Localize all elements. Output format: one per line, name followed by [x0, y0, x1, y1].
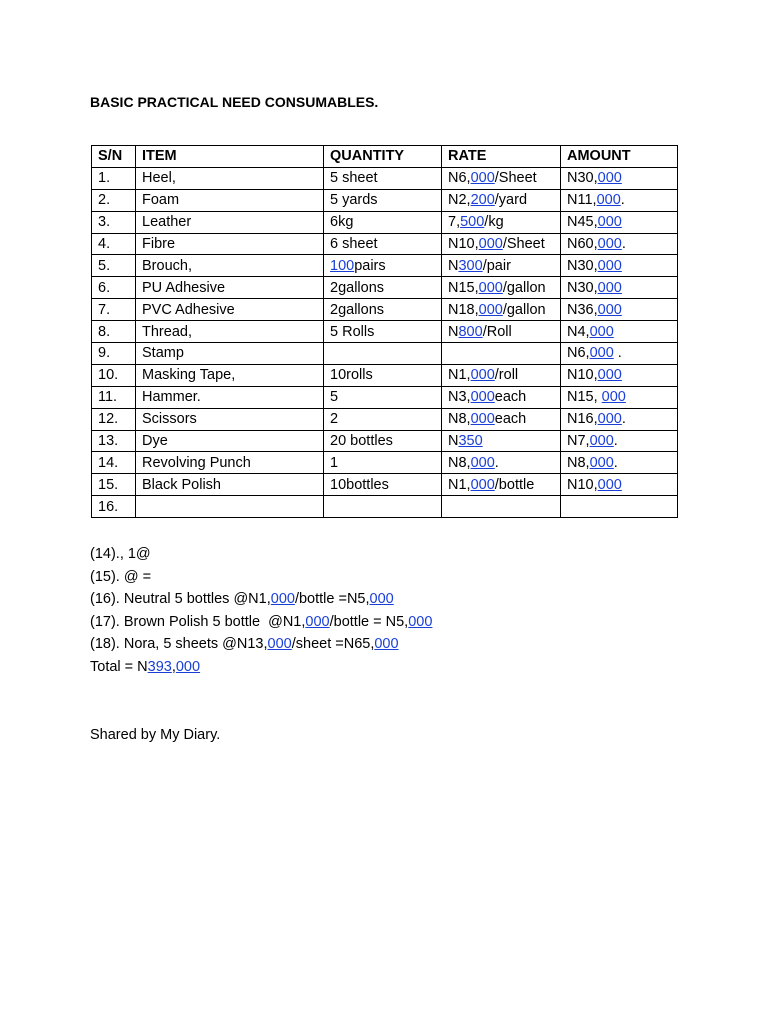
cell-text: Foam	[142, 192, 180, 209]
cell-text: /sheet =N65,	[291, 636, 375, 653]
note-line	[90, 566, 432, 589]
cell-item	[136, 364, 324, 386]
cell-rate	[442, 452, 561, 474]
table-row	[92, 386, 678, 408]
cell-amount	[561, 408, 678, 430]
cell-text: /bottle = N5,	[329, 613, 409, 630]
cell-quantity	[324, 211, 442, 233]
cell-sn	[92, 430, 136, 452]
cell-item	[136, 167, 324, 189]
number-link[interactable]: 100	[330, 257, 355, 274]
cell-text: N3,	[448, 389, 471, 406]
cell-text: Fibre	[142, 236, 176, 252]
number-link[interactable]: 000	[589, 433, 614, 450]
header-sn: S/N	[92, 146, 136, 168]
cell-quantity	[324, 255, 442, 277]
cell-rate	[442, 299, 561, 321]
cell-text: Black Polish	[142, 476, 221, 493]
number-link[interactable]: 500	[460, 214, 485, 231]
number-link[interactable]: 200	[470, 192, 495, 209]
cell-text: pairs	[354, 257, 386, 274]
cell-text: 6 sheet	[330, 236, 378, 252]
cell-quantity	[324, 189, 442, 211]
cell-item	[136, 496, 324, 518]
cell-sn	[92, 386, 136, 408]
cell-quantity	[324, 233, 442, 255]
number-link[interactable]: 000	[470, 454, 495, 471]
cell-sn	[92, 189, 136, 211]
cell-text: N8,	[448, 454, 471, 471]
number-link[interactable]: 000	[478, 236, 503, 252]
cell-sn	[92, 474, 136, 496]
cell-item	[136, 430, 324, 452]
cell-text: N4,	[567, 323, 590, 340]
cell-amount	[561, 189, 678, 211]
cell-text: /bottle	[494, 476, 535, 493]
cell-quantity	[324, 452, 442, 474]
cell-text: /bottle =N5,	[294, 591, 370, 608]
cell-text: 10bottles	[330, 476, 389, 493]
cell-text: Stamp	[142, 345, 184, 362]
cell-text: /kg	[484, 214, 504, 231]
note-line	[90, 611, 432, 634]
cell-quantity	[324, 343, 442, 365]
cell-text: Scissors	[142, 411, 197, 428]
table-row	[92, 167, 678, 189]
cell-rate	[442, 321, 561, 343]
cell-quantity	[324, 277, 442, 299]
cell-sn	[92, 452, 136, 474]
cell-rate	[442, 386, 561, 408]
cell-sn	[92, 233, 136, 255]
cell-text: Leather	[142, 214, 192, 231]
cell-text: .	[613, 454, 618, 471]
table-row	[92, 189, 678, 211]
number-link[interactable]: 000	[478, 279, 503, 296]
cell-rate	[442, 408, 561, 430]
header-rate: RATE	[442, 146, 561, 168]
number-link[interactable]: 000	[589, 323, 614, 340]
number-link[interactable]: 000	[597, 236, 622, 252]
cell-text: N8,	[567, 454, 590, 471]
cell-item	[136, 189, 324, 211]
cell-text: PVC Adhesive	[142, 301, 235, 318]
number-link[interactable]: 000	[470, 476, 495, 493]
cell-text: N30,	[567, 170, 598, 187]
number-link[interactable]: 000	[175, 658, 201, 675]
cell-item	[136, 474, 324, 496]
number-link[interactable]: 000	[601, 389, 626, 406]
cell-item	[136, 233, 324, 255]
document-title: BASIC PRACTICAL NEED CONSUMABLES.	[90, 94, 379, 110]
cell-text: N45,	[567, 214, 598, 231]
cell-text: 5 sheet	[330, 170, 378, 187]
cell-rate	[442, 167, 561, 189]
cell-text: /Sheet	[494, 170, 537, 187]
cell-text: 9.	[98, 345, 111, 362]
cell-sn	[92, 167, 136, 189]
cell-text: (14)., 1@	[90, 546, 151, 562]
cell-item	[136, 211, 324, 233]
cell-text: N	[448, 323, 459, 340]
cell-sn	[92, 321, 136, 343]
table-row	[92, 299, 678, 321]
cell-rate	[442, 364, 561, 386]
cell-sn	[92, 277, 136, 299]
number-link[interactable]: 000	[597, 170, 622, 187]
cell-text: .	[494, 454, 499, 471]
cell-amount	[561, 167, 678, 189]
table-row	[92, 452, 678, 474]
cell-text: N30,	[567, 279, 598, 296]
cell-text: 5	[330, 389, 339, 406]
table-row	[92, 430, 678, 452]
cell-text: Total = N	[90, 658, 148, 675]
number-link[interactable]: 000	[305, 613, 330, 630]
cell-text: 14.	[98, 454, 119, 471]
table-body	[92, 167, 678, 517]
cell-text: 6kg	[330, 214, 354, 231]
cell-amount	[561, 474, 678, 496]
number-link[interactable]: 000	[470, 170, 495, 187]
cell-text: Hammer.	[142, 389, 201, 406]
cell-text: N16,	[567, 411, 598, 428]
cell-text: Revolving Punch	[142, 454, 251, 471]
number-link[interactable]: 000	[596, 192, 621, 209]
cell-amount	[561, 321, 678, 343]
cell-quantity	[324, 167, 442, 189]
table-row	[92, 321, 678, 343]
table-row	[92, 255, 678, 277]
number-link[interactable]: 000	[589, 345, 614, 362]
cell-amount	[561, 233, 678, 255]
cell-text: each	[494, 389, 527, 406]
cell-sn	[92, 299, 136, 321]
cell-text: (16). Neutral 5 bottles @N1,	[90, 591, 271, 608]
cell-item	[136, 277, 324, 299]
cell-item	[136, 255, 324, 277]
cell-text: N8,	[448, 411, 471, 428]
cell-text: (18). Nora, 5 sheets @N13,	[90, 636, 268, 653]
number-link[interactable]: 000	[369, 591, 394, 608]
cell-text: N30,	[567, 257, 598, 274]
cell-text: 10.	[98, 367, 119, 384]
cell-quantity	[324, 496, 442, 518]
cell-text: Brouch,	[142, 257, 192, 274]
number-link[interactable]: 000	[597, 279, 622, 296]
cell-amount	[561, 386, 678, 408]
cell-quantity	[324, 299, 442, 321]
note-line	[90, 633, 432, 656]
cell-amount	[561, 277, 678, 299]
number-link[interactable]: 000	[597, 367, 622, 384]
note-line	[90, 656, 432, 679]
cell-text: 13.	[98, 433, 119, 450]
cell-text: Heel,	[142, 170, 176, 187]
cell-text: 6.	[98, 279, 111, 296]
cell-text: 2.	[98, 192, 111, 209]
cell-item	[136, 343, 324, 365]
number-link[interactable]: 000	[470, 411, 495, 428]
cell-text: /Sheet	[502, 236, 545, 252]
cell-rate	[442, 277, 561, 299]
cell-amount	[561, 211, 678, 233]
cell-rate	[442, 496, 561, 518]
cell-text: 10rolls	[330, 367, 373, 384]
cell-text: /roll	[494, 367, 519, 384]
cell-item	[136, 408, 324, 430]
header-amount: AMOUNT	[561, 146, 678, 168]
cell-text: ,	[171, 658, 176, 675]
table-row	[92, 364, 678, 386]
cell-text: /Roll	[482, 323, 512, 340]
cell-text: .	[613, 433, 618, 450]
number-link[interactable]: 000	[589, 454, 614, 471]
cell-text: 2gallons	[330, 301, 385, 318]
cell-text: N10,	[567, 476, 598, 493]
cell-quantity	[324, 408, 442, 430]
cell-text: N	[448, 433, 459, 450]
number-link[interactable]: 800	[458, 323, 483, 340]
cell-amount	[561, 430, 678, 452]
cell-rate	[442, 189, 561, 211]
cell-amount	[561, 255, 678, 277]
cell-text: Masking Tape,	[142, 367, 236, 384]
cell-text: N60,	[567, 236, 598, 252]
cell-quantity	[324, 430, 442, 452]
cell-text: 1	[330, 454, 339, 471]
cell-text: 7.	[98, 301, 111, 318]
cell-text: 5.	[98, 257, 111, 274]
cell-rate	[442, 211, 561, 233]
cell-text: N11,	[567, 192, 597, 209]
number-link[interactable]: 350	[458, 433, 483, 450]
notes-section	[90, 543, 432, 679]
cell-text: N36,	[567, 301, 598, 318]
cell-text: 2gallons	[330, 279, 385, 296]
cell-text: N10,	[567, 367, 598, 384]
cell-text: 7,	[448, 214, 461, 231]
cell-text: 4.	[98, 236, 111, 252]
cell-text: PU Adhesive	[142, 279, 226, 296]
cell-text: 1.	[98, 170, 111, 187]
cell-item	[136, 321, 324, 343]
number-link[interactable]: 000	[597, 411, 622, 428]
number-link[interactable]: 000	[597, 301, 622, 318]
cell-text: /pair	[482, 257, 511, 274]
cell-text: N1,	[448, 476, 471, 493]
cell-rate	[442, 233, 561, 255]
cell-text: /gallon	[502, 279, 546, 296]
cell-sn	[92, 364, 136, 386]
number-link[interactable]: 000	[597, 476, 622, 493]
cell-text: each	[494, 411, 527, 428]
cell-text: .	[621, 236, 626, 252]
cell-amount	[561, 496, 678, 518]
number-link[interactable]: 000	[470, 367, 495, 384]
number-link[interactable]: 000	[374, 636, 399, 653]
cell-item	[136, 452, 324, 474]
cell-quantity	[324, 364, 442, 386]
table-row	[92, 474, 678, 496]
cell-rate	[442, 255, 561, 277]
cell-text: 20 bottles	[330, 433, 393, 450]
cell-sn	[92, 343, 136, 365]
cell-quantity	[324, 386, 442, 408]
cell-amount	[561, 452, 678, 474]
table-row	[92, 277, 678, 299]
cell-text: /gallon	[502, 301, 546, 318]
cell-text: .	[621, 411, 626, 428]
table-row	[92, 343, 678, 365]
cell-quantity	[324, 474, 442, 496]
cell-text: Dye	[142, 433, 168, 450]
footer-credit: Shared by My Diary.	[90, 727, 221, 743]
cell-text: N2,	[448, 192, 471, 209]
cell-text: N	[448, 257, 459, 274]
cell-text: (17). Brown Polish 5 bottle @N1,	[90, 613, 306, 630]
cell-text: (15). @ =	[90, 568, 152, 585]
cell-item	[136, 299, 324, 321]
note-line	[90, 588, 432, 611]
table-row	[92, 233, 678, 255]
number-link[interactable]: 000	[597, 257, 622, 274]
number-link[interactable]: 393	[147, 658, 172, 675]
cell-text: 15.	[98, 476, 119, 493]
cell-amount	[561, 299, 678, 321]
number-link[interactable]: 000	[470, 389, 495, 406]
cell-text: N6,	[567, 345, 590, 362]
number-link[interactable]: 000	[478, 301, 503, 318]
header-quantity: QUANTITY	[324, 146, 442, 168]
cell-text: /yard	[494, 192, 528, 209]
cell-text: N6,	[448, 170, 471, 187]
table-row	[92, 496, 678, 518]
cell-sn	[92, 255, 136, 277]
cell-text: 5 yards	[330, 192, 378, 209]
cell-sn	[92, 211, 136, 233]
cell-rate	[442, 430, 561, 452]
cell-text: .	[620, 192, 625, 209]
cell-text: N18,	[448, 301, 479, 318]
cell-text: N15,	[448, 279, 479, 296]
cell-quantity	[324, 321, 442, 343]
cell-rate	[442, 343, 561, 365]
cell-text: 11.	[98, 389, 118, 406]
number-link[interactable]: 000	[267, 636, 292, 653]
table-header-row	[92, 146, 678, 168]
cell-text: 12.	[98, 411, 119, 428]
cell-text: N1,	[448, 367, 471, 384]
cell-text: 5 Rolls	[330, 323, 375, 340]
cell-text: N10,	[448, 236, 479, 252]
cell-text: Thread,	[142, 323, 192, 340]
table-row	[92, 211, 678, 233]
cell-sn	[92, 496, 136, 518]
cell-sn	[92, 408, 136, 430]
cell-rate	[442, 474, 561, 496]
cell-amount	[561, 364, 678, 386]
number-link[interactable]: 300	[458, 257, 483, 274]
cell-text: 3.	[98, 214, 111, 231]
number-link[interactable]: 000	[270, 591, 295, 608]
note-line	[90, 543, 432, 566]
consumables-table	[91, 145, 678, 518]
cell-text: N15,	[567, 389, 602, 406]
cell-text: .	[613, 345, 622, 362]
cell-text: 16.	[98, 498, 119, 515]
cell-item	[136, 386, 324, 408]
table-row	[92, 408, 678, 430]
header-item: ITEM	[136, 146, 324, 168]
number-link[interactable]: 000	[597, 214, 622, 231]
cell-text: 8.	[98, 323, 111, 340]
cell-text: N7,	[567, 433, 590, 450]
cell-text: 2	[330, 411, 339, 428]
cell-amount	[561, 343, 678, 365]
number-link[interactable]: 000	[408, 613, 433, 630]
